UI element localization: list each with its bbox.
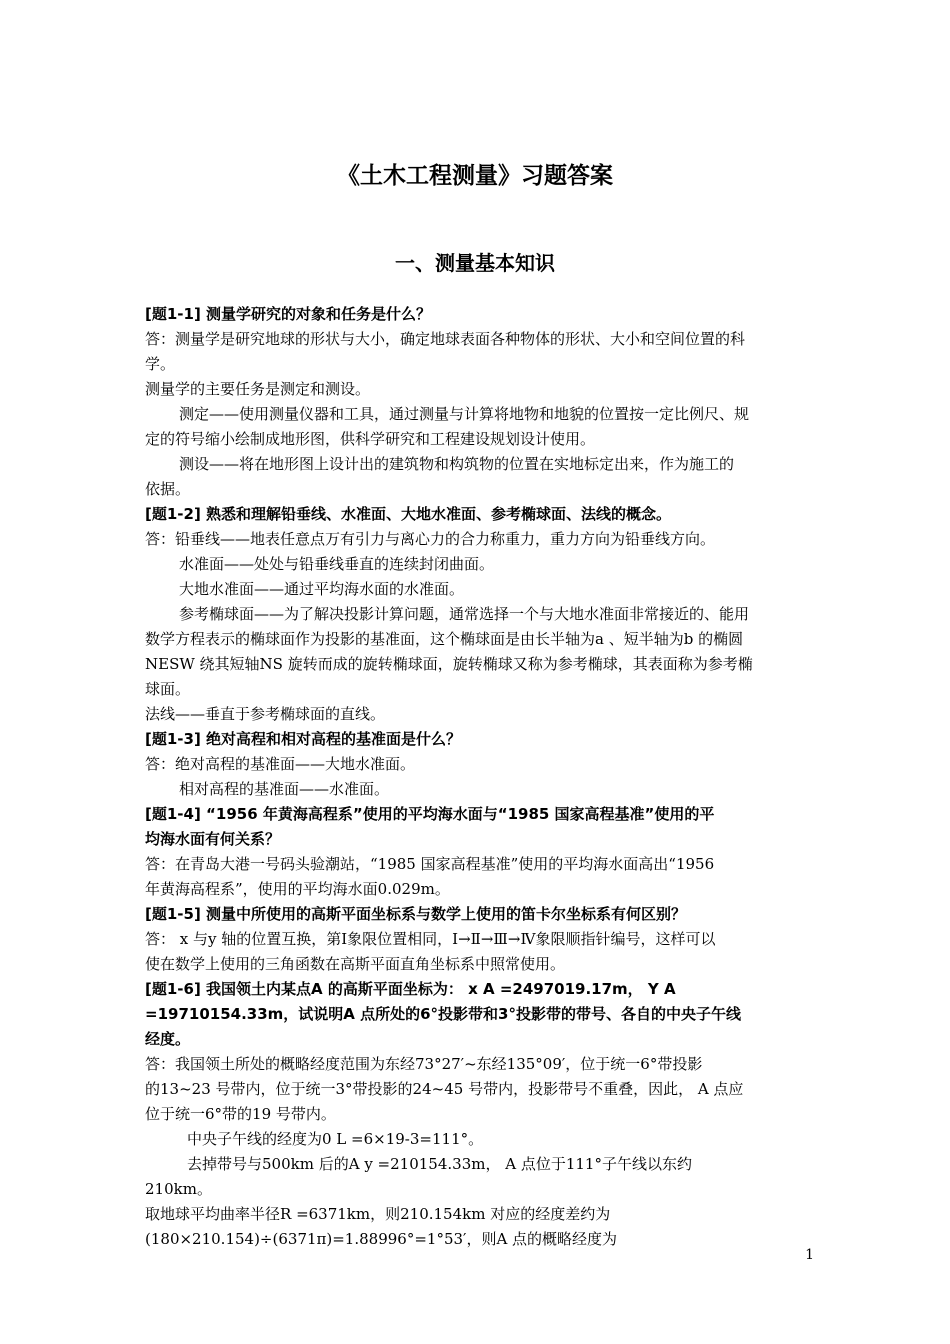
question-heading: [题1-4] “1956 年黄海高程系”使用的平均海水面与“1985 国家高程基准”使用的平 <box>145 805 715 823</box>
answer-text-line: 答： x 与y 轴的位置互换，第Ⅰ象限位置相同，Ⅰ→Ⅱ→Ⅲ→Ⅳ象限顺指针编号，这样可以 <box>145 930 716 948</box>
question-heading: 均海水面有何关系？ <box>145 830 281 848</box>
question-heading: [题1-1] 测量学研究的对象和任务是什么？ <box>145 305 432 323</box>
answer-text-line: 取地球平均曲率半径R =6371km，则210.154km 对应的经度差约为 <box>145 1205 611 1223</box>
question-heading: [题1-3] 绝对高程和相对高程的基准面是什么？ <box>145 730 462 748</box>
answer-text-line: 大地水准面——通过平均海水面的水准面。 <box>179 580 465 598</box>
answer-text-line: 测定——使用测量仪器和工具，通过测量与计算将地物和地貌的位置按一定比例尺、规 <box>179 405 750 423</box>
question-heading: 经度。 <box>145 1030 191 1048</box>
question-heading: [题1-2] 熟悉和理解铅垂线、水准面、大地水准面、参考椭球面、法线的概念。 <box>145 505 672 523</box>
answer-text-line: (180×210.154)÷(6371π)=1.88996°=1°53′，则A 点的概略经度为 <box>145 1230 618 1248</box>
answer-text-line: 年黄海高程系”，使用的平均海水面0.029m。 <box>145 880 450 898</box>
answer-text-line: 中央子午线的经度为0 L =6×19-3=111°。 <box>187 1130 484 1148</box>
answer-text-line: 答：我国领土所处的概略经度范围为东经73°27′~东经135°09′，位于统一6°带投影 <box>145 1055 703 1073</box>
answer-text-line: 依据。 <box>145 480 191 498</box>
question-heading: [题1-6] 我国领土内某点A 的高斯平面坐标为： x A =2497019.17m， Y A <box>145 980 676 998</box>
document-title: 《土木工程测量》习题答案 <box>337 163 613 189</box>
answer-text-line: 去掉带号与500km 后的A y =210154.33m， A 点位于111°子午线以东约 <box>187 1155 692 1173</box>
answer-text-line: 210km。 <box>145 1180 212 1198</box>
answer-text-line: 定的符号缩小绘制成地形图，供科学研究和工程建设规划设计使用。 <box>145 430 596 448</box>
answer-text-line: 答：测量学是研究地球的形状与大小，确定地球表面各种物体的形状、大小和空间位置的科 <box>145 330 746 348</box>
answer-text-line: 球面。 <box>145 680 191 698</box>
answer-text-line: 参考椭球面——为了解决投影计算问题，通常选择一个与大地水准面非常接近的、能用 <box>179 605 750 623</box>
answer-text-line: 测量学的主要任务是测定和测设。 <box>145 380 371 398</box>
question-heading: [题1-5] 测量中所使用的高斯平面坐标系与数学上使用的笛卡尔坐标系有何区别？ <box>145 905 687 923</box>
answer-text-line: 答：铅垂线——地表任意点万有引力与离心力的合力称重力，重力方向为铅垂线方向。 <box>145 530 716 548</box>
answer-text-line: 学。 <box>145 355 176 373</box>
answer-text-line: 数学方程表示的椭球面作为投影的基准面，这个椭球面是由长半轴为a 、短半轴为b 的椭圆 <box>145 630 744 648</box>
answer-text-line: 测设——将在地形图上设计出的建筑物和构筑物的位置在实地标定出来，作为施工的 <box>179 455 735 473</box>
answer-text-line: 位于统一6°带的19 号带内。 <box>145 1105 336 1123</box>
document-body <box>145 302 809 1252</box>
answer-text-line: 的13~23 号带内，位于统一3°带投影的24~45 号带内，投影带号不重叠，因此， A 点应 <box>145 1080 744 1098</box>
page-number: 1 <box>805 1247 814 1263</box>
section-title: 一、测量基本知识 <box>395 251 555 275</box>
answer-text-line: 答：绝对高程的基准面——大地水准面。 <box>145 755 416 773</box>
question-heading: =19710154.33m，试说明A 点所处的6°投影带和3°投影带的带号、各自的中央子午线 <box>145 1005 741 1023</box>
answer-text-line: 水准面——处处与铅垂线垂直的连续封闭曲面。 <box>179 555 495 573</box>
answer-text-line: 相对高程的基准面——水准面。 <box>179 780 390 798</box>
answer-text-line: 答：在青岛大港一号码头验潮站，“1985 国家高程基准”使用的平均海水面高出“1956 <box>145 855 715 873</box>
answer-text-line: 使在数学上使用的三角函数在高斯平面直角坐标系中照常使用。 <box>145 955 566 973</box>
answer-text-line: 法线——垂直于参考椭球面的直线。 <box>145 705 386 723</box>
answer-text-line: NESW 绕其短轴NS 旋转而成的旋转椭球面，旋转椭球又称为参考椭球，其表面称为参考椭 <box>145 655 753 673</box>
